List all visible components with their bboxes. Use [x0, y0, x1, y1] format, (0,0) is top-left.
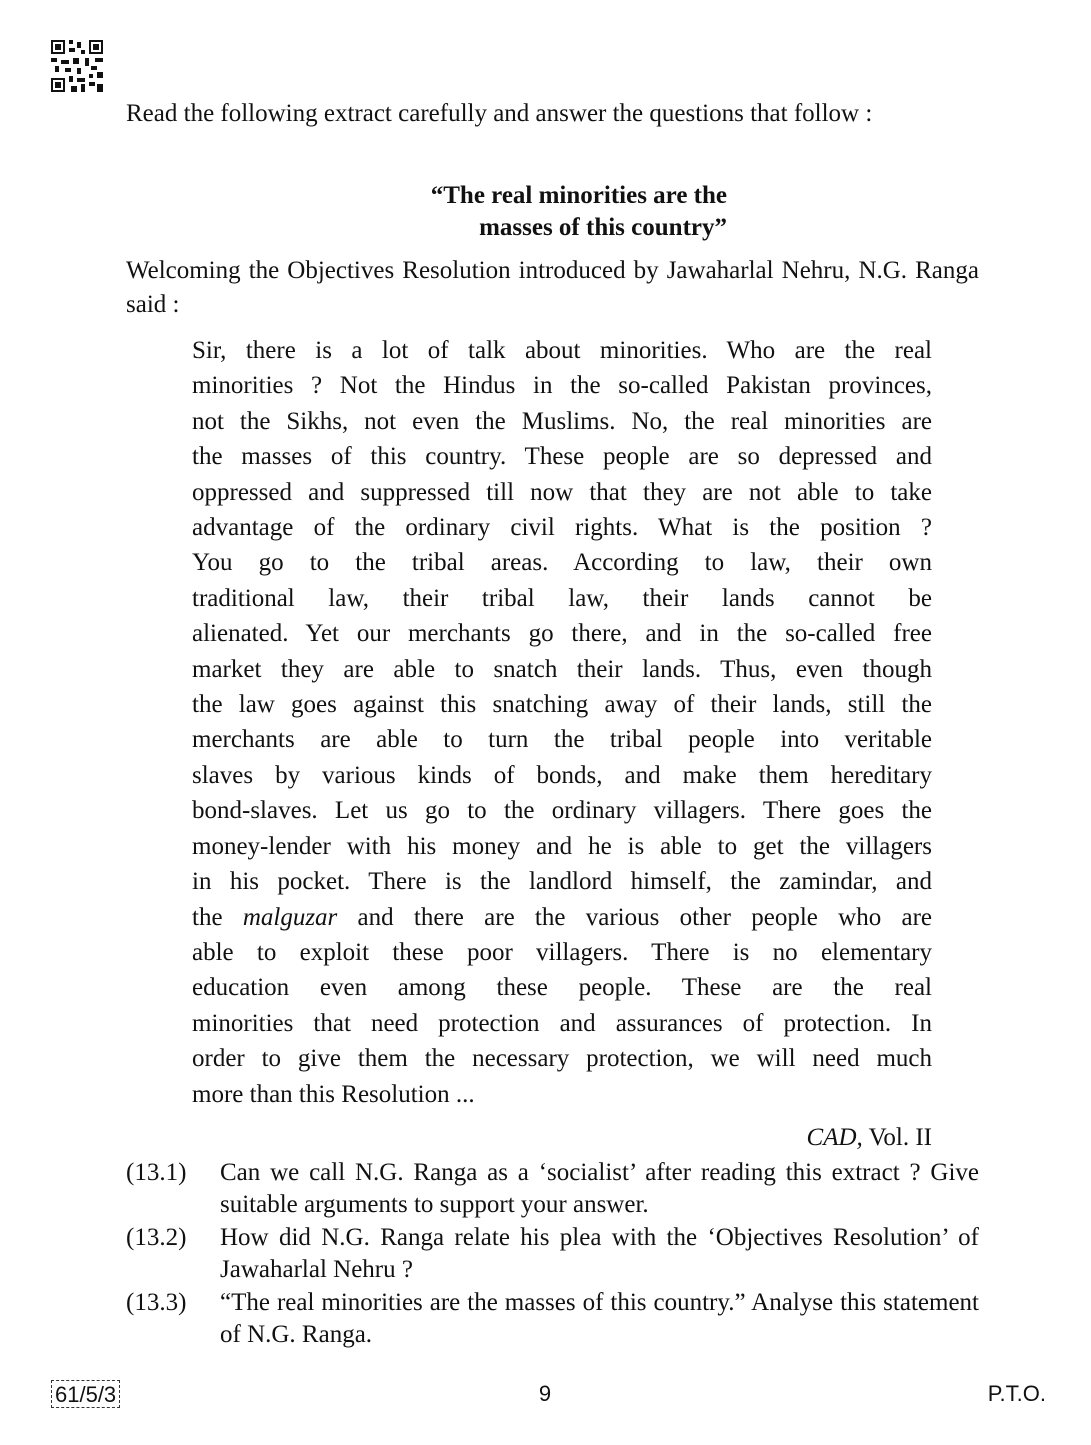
quote-line: minorities ? Not the Hindus in the so-called Pakistan provinces,: [192, 372, 932, 400]
quote-line: order to give them the necessary protection, we will need much: [192, 1045, 932, 1073]
question-item: [126, 1222, 979, 1286]
quote-line: Sir, there is a lot of talk about minorities. Who are the real: [192, 337, 932, 364]
extract-title: [300, 180, 727, 244]
extract-quote: [192, 333, 932, 1112]
please-turn-over: P.T.O.: [987, 1381, 1046, 1406]
qr-code-icon: [51, 40, 103, 92]
malguzar-term: malguzar: [242, 903, 338, 931]
quote-line: bond-slaves. Let us go to the ordinary villagers. There goes the: [192, 797, 932, 825]
source-title: CAD,: [806, 1124, 863, 1151]
instruction-text: Read the following extract carefully and answer the questions that follow :: [126, 100, 873, 127]
extract-title-line-1: “The real minorities are the: [430, 182, 727, 209]
quote-line: not the Sikhs, not even the Muslims. No, the real minorities are: [192, 407, 932, 435]
question-text: “The real minorities are the masses of this country.” Analyse this statement of N.G. Ranga.: [220, 1289, 979, 1348]
extract-source: [700, 1122, 932, 1154]
quote-line: able to exploit these poor villagers. There is no elementary: [192, 938, 932, 966]
quote-line: traditional law, their tribal law, their lands cannot be: [192, 584, 932, 612]
quote-line: education even among these people. These are the real: [192, 974, 932, 1002]
quote-line: market they are able to snatch their lands. Thus, even though: [192, 655, 932, 683]
extract-title-line-2: masses of this country”: [479, 214, 727, 241]
quote-line: minorities that need protection and assurances of protection. In: [192, 1009, 932, 1037]
question-text: Can we call N.G. Ranga as a ‘socialist’ after reading this extract ? Give suitable arguments to support your answer.: [220, 1159, 979, 1218]
quote-line: You go to the tribal areas. According to law, their own: [192, 549, 932, 577]
quote-text: the: [192, 903, 243, 931]
quote-line-malguzar: [192, 900, 932, 935]
quote-line: oppressed and suppressed till now that they are not able to take: [192, 478, 932, 506]
question-item: [126, 1157, 979, 1221]
question-item: [126, 1287, 979, 1351]
paper-code: 61/5/3: [51, 1380, 120, 1408]
question-number: (13.1): [126, 1159, 187, 1186]
quote-line: slaves by various kinds of bonds, and make them hereditary: [192, 761, 932, 789]
quote-line: money-lender with his money and he is able to get the villagers: [192, 832, 932, 860]
page-number: 9: [538, 1381, 552, 1406]
quote-text: and there are the various other people who are: [337, 903, 932, 931]
question-text: How did N.G. Ranga relate his plea with the ‘Objectives Resolution’ of Jawaharlal Nehru ?: [220, 1224, 979, 1283]
quote-line: the law goes against this snatching away of their lands, still the: [192, 691, 932, 719]
quote-line: in his pocket. There is the landlord himself, the zamindar, and: [192, 868, 932, 896]
source-volume: Vol. II: [862, 1124, 932, 1151]
quote-line: more than this Resolution ...: [192, 1080, 475, 1108]
quote-line: alienated. Yet our merchants go there, and in the so-called free: [192, 620, 932, 648]
quote-line: merchants are able to turn the tribal people into veritable: [192, 726, 932, 754]
quote-line: advantage of the ordinary civil rights. What is the position ?: [192, 514, 932, 542]
quote-line: the masses of this country. These people are so depressed and: [192, 443, 932, 471]
question-list: [126, 1157, 979, 1352]
question-number: (13.3): [126, 1289, 187, 1316]
extract-lead: Welcoming the Objectives Resolution introduced by Jawaharlal Nehru, N.G. Ranga said :: [126, 257, 979, 318]
question-number: (13.2): [126, 1224, 187, 1251]
